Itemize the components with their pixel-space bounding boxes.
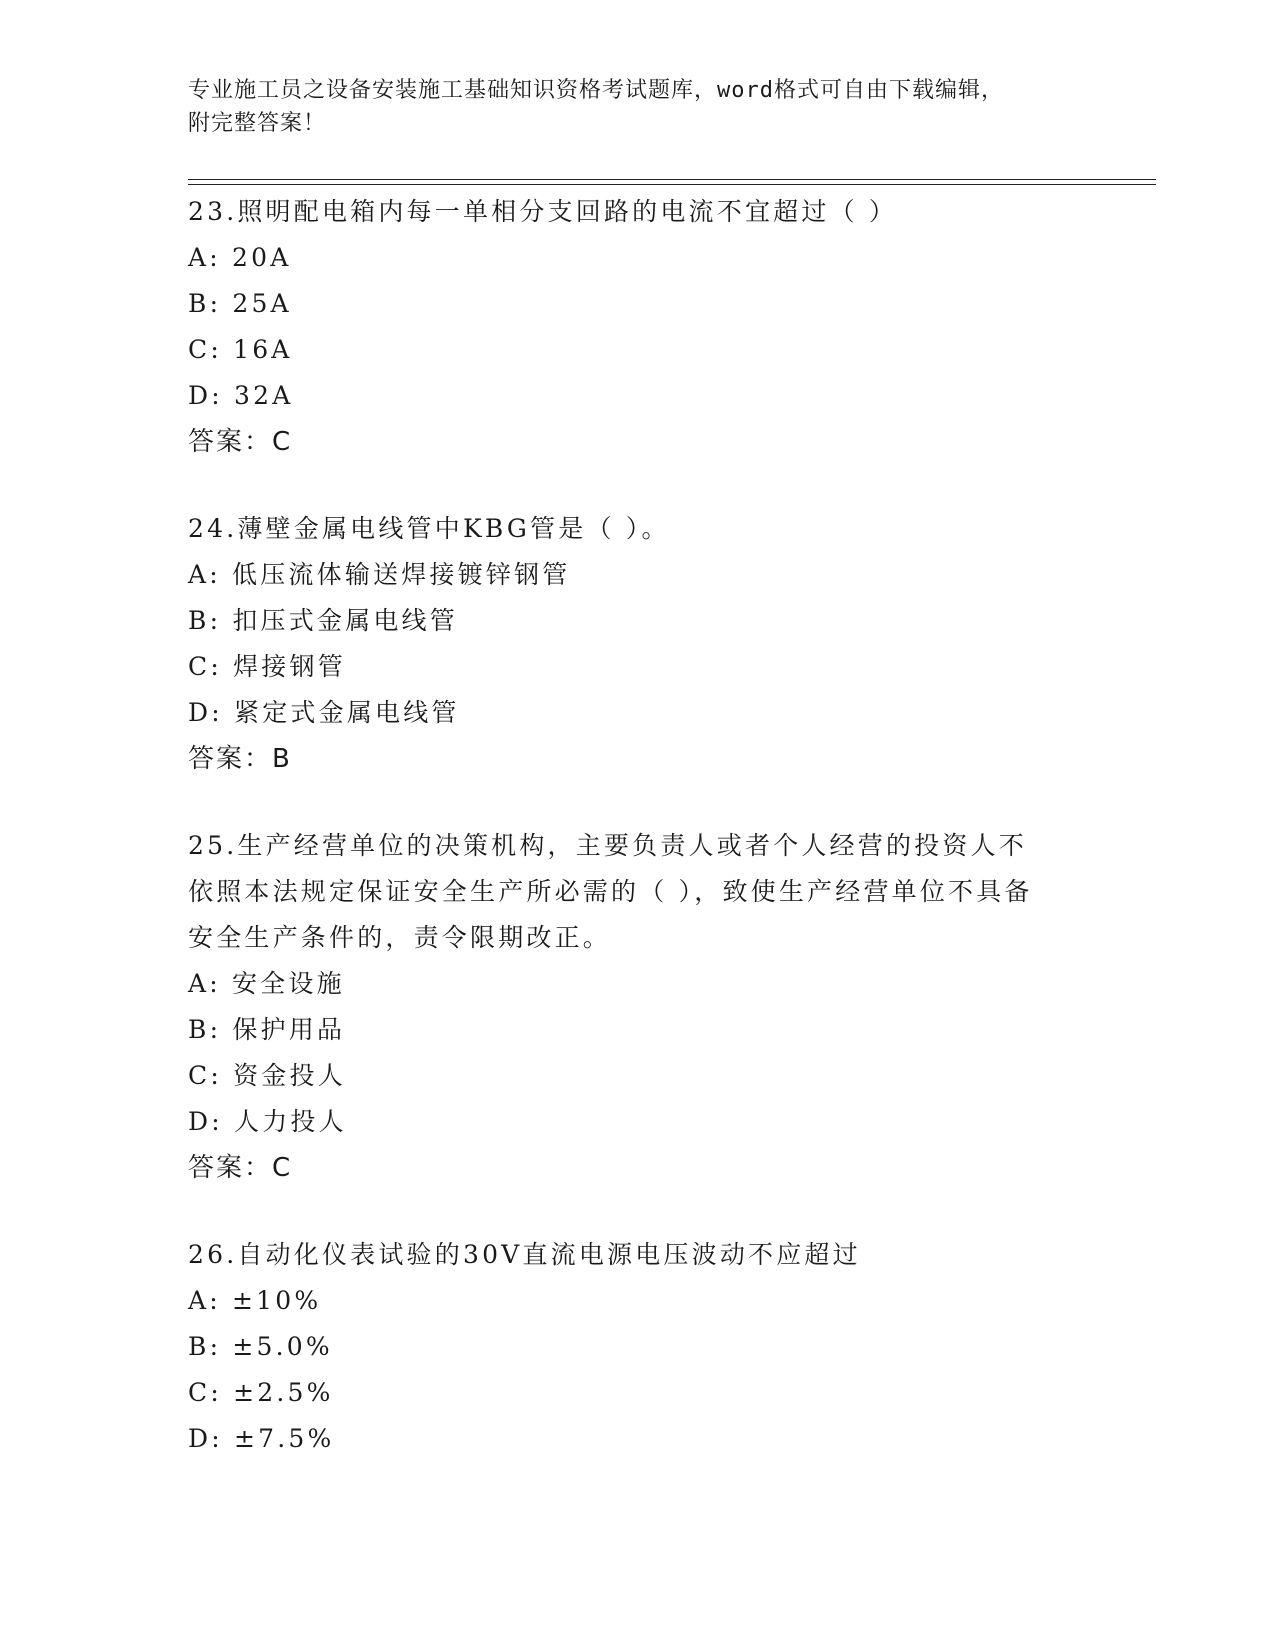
question-stem: 24.薄壁金属电线管中KBG管是（ ）。 xyxy=(188,514,670,543)
question-list xyxy=(188,189,1088,1503)
question-24 xyxy=(188,506,1088,782)
header-line-2: 附完整答案！ xyxy=(188,111,327,136)
option-b: B: ±5.0% xyxy=(188,1332,333,1361)
header-divider-top xyxy=(188,179,1156,180)
question-25 xyxy=(188,823,1088,1191)
option-d: D: 人力投人 xyxy=(188,1107,347,1136)
header-line-1: 专业施工员之设备安装施工基础知识资格考试题库，word格式可自由下载编辑， xyxy=(188,78,1004,103)
question-26 xyxy=(188,1232,1088,1462)
option-a: A: ±10% xyxy=(188,1286,322,1315)
option-b: B: 扣压式金属电线管 xyxy=(188,606,458,635)
answer-label: 答案：B xyxy=(188,744,292,774)
option-c: C: 资金投人 xyxy=(188,1061,346,1090)
question-stem: 26.自动化仪表试验的30V直流电源电压波动不应超过 xyxy=(188,1240,861,1269)
option-a: A: 安全设施 xyxy=(188,969,345,998)
option-c: C: 焊接钢管 xyxy=(188,652,346,681)
option-d: D: 紧定式金属电线管 xyxy=(188,698,460,727)
question-23 xyxy=(188,189,1088,465)
answer-label: 答案：C xyxy=(188,1153,293,1183)
option-a: A: 低压流体输送焊接镀锌钢管 xyxy=(188,560,571,589)
question-stem: 23.照明配电箱内每一单相分支回路的电流不宜超过（ ） xyxy=(188,197,898,226)
header-divider-bottom xyxy=(188,184,1156,185)
question-stem: 25.生产经营单位的决策机构，主要负责人或者个人经营的投资人不依照本法规定保证安全生产所必需的（ ），致使生产经营单位不具备安全生产条件的，责令限期改正。 xyxy=(188,831,1033,952)
option-a: A: 20A xyxy=(188,243,292,272)
option-d: D: 32A xyxy=(188,381,294,410)
answer-label: 答案：C xyxy=(188,427,293,457)
option-c: C: ±2.5% xyxy=(188,1378,334,1407)
option-d: D: ±7.5% xyxy=(188,1424,335,1453)
option-c: C: 16A xyxy=(188,335,293,364)
option-b: B: 25A xyxy=(188,289,292,318)
document-header xyxy=(188,74,1088,140)
option-b: B: 保护用品 xyxy=(188,1015,346,1044)
